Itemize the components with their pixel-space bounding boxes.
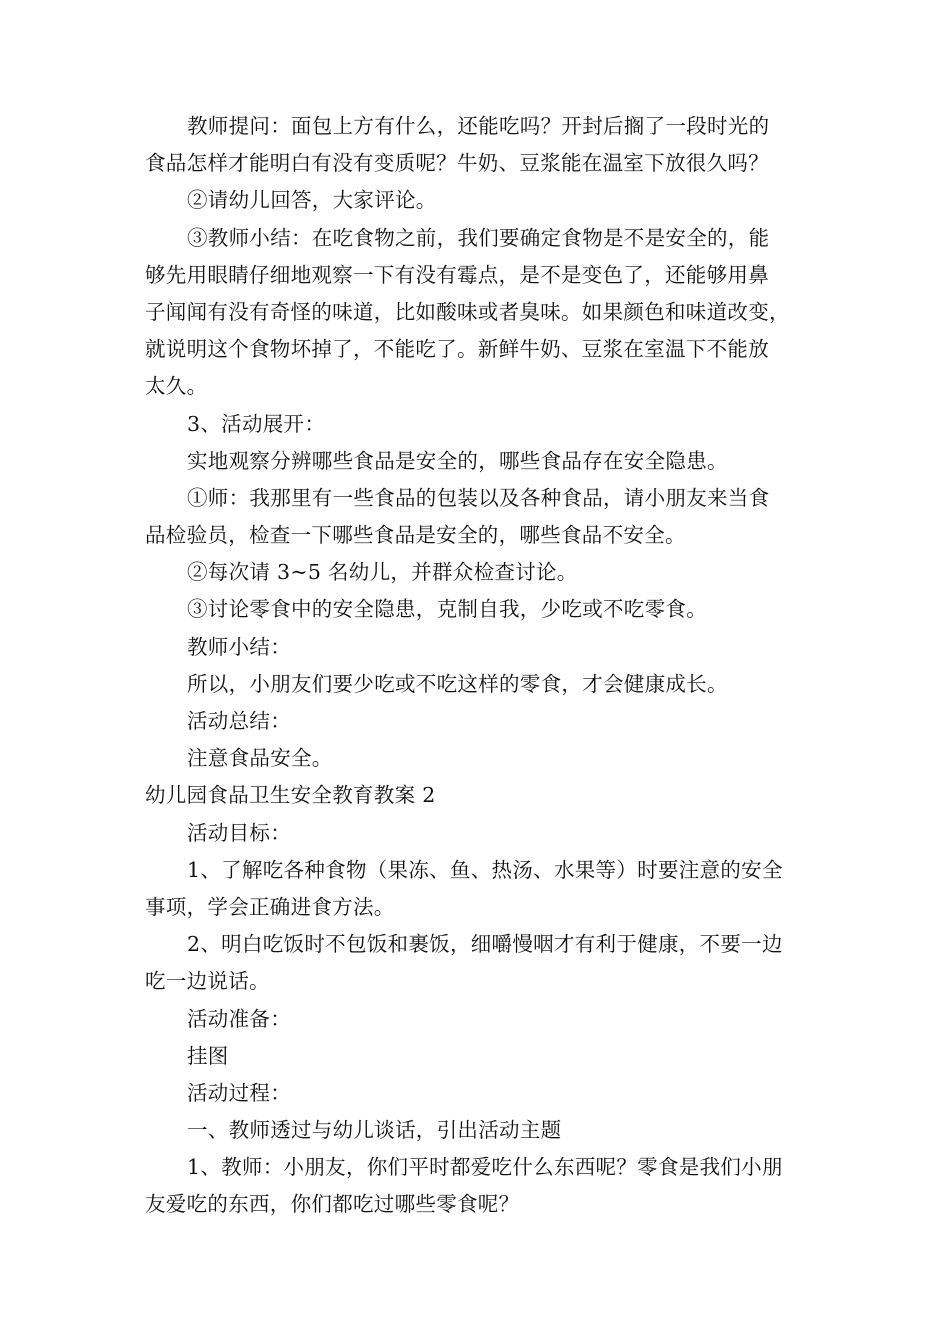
paragraph-line: 1、了解吃各种食物（果冻、鱼、热汤、水果等）时要注意的安全 bbox=[187, 857, 783, 882]
paragraph-line: ①师：我那里有一些食品的包装以及各种食品，请小朋友来当食 bbox=[187, 485, 770, 510]
paragraph-line: 事项，学会正确进食方法。 bbox=[145, 894, 395, 919]
paragraph-line: 太久。 bbox=[145, 374, 208, 399]
paragraph-line: 够先用眼睛仔细地观察一下有没有霉点，是不是变色了，还能够用鼻 bbox=[145, 262, 769, 287]
paragraph-line: ③教师小结：在吃食物之前，我们要确定食物是不是安全的，能 bbox=[187, 225, 770, 250]
section-heading: 活动过程： bbox=[187, 1080, 291, 1105]
document-body bbox=[145, 108, 813, 1224]
paragraph-line: ②每次请 3~5 名幼儿，并群众检查讨论。 bbox=[187, 560, 578, 585]
paragraph-line: 吃一边说话。 bbox=[145, 969, 270, 994]
section-heading: 活动总结： bbox=[187, 709, 291, 733]
paragraph-line: 挂图 bbox=[187, 1043, 229, 1068]
paragraph-line: ②请幼儿回答，大家评论。 bbox=[187, 188, 437, 213]
paragraph-line: 所以，小朋友们要少吃或不吃这样的零食，才会健康成长。 bbox=[187, 671, 728, 696]
paragraph-line: 就说明这个食物坏掉了，不能吃了。新鲜牛奶、豆浆在室温下不能放 bbox=[145, 337, 769, 362]
document-title: 幼儿园食品卫生安全教育教案 2 bbox=[145, 783, 436, 808]
section-heading: 活动准备： bbox=[187, 1006, 291, 1031]
paragraph-line: 友爱吃的东西，你们都吃过哪些零食呢？ bbox=[145, 1192, 520, 1217]
paragraph-line: 注意食品安全。 bbox=[187, 746, 333, 771]
section-heading: 活动目标： bbox=[187, 820, 291, 845]
section-heading: 教师小结： bbox=[187, 634, 291, 659]
paragraph-line: 品检验员，检查一下哪些食品是安全的，哪些食品不安全。 bbox=[145, 523, 686, 548]
paragraph-line: 食品怎样才能明白有没有变质呢？牛奶、豆浆能在温室下放很久吗？ bbox=[145, 151, 769, 176]
paragraph-line: 子闻闻有没有奇怪的味道，比如酸味或者臭味。如果颜色和味道改变， bbox=[145, 299, 790, 324]
paragraph-line: ③讨论零食中的安全隐患，克制自我，少吃或不吃零食。 bbox=[187, 597, 707, 622]
paragraph-line: 1、教师：小朋友，你们平时都爱吃什么东西呢？零食是我们小朋 bbox=[187, 1155, 783, 1180]
section-heading: 3、活动展开： bbox=[187, 411, 326, 436]
paragraph-line: 一、教师透过与幼儿谈话，引出活动主题 bbox=[187, 1118, 562, 1143]
paragraph-line: 2、明白吃饭时不包饭和裹饭，细嚼慢咽才有利于健康，不要一边 bbox=[187, 932, 783, 957]
paragraph-line: 教师提问：面包上方有什么，还能吃吗？开封后搁了一段时光的 bbox=[187, 114, 770, 138]
paragraph-line: 实地观察分辨哪些食品是安全的，哪些食品存在安全隐患。 bbox=[187, 448, 728, 473]
